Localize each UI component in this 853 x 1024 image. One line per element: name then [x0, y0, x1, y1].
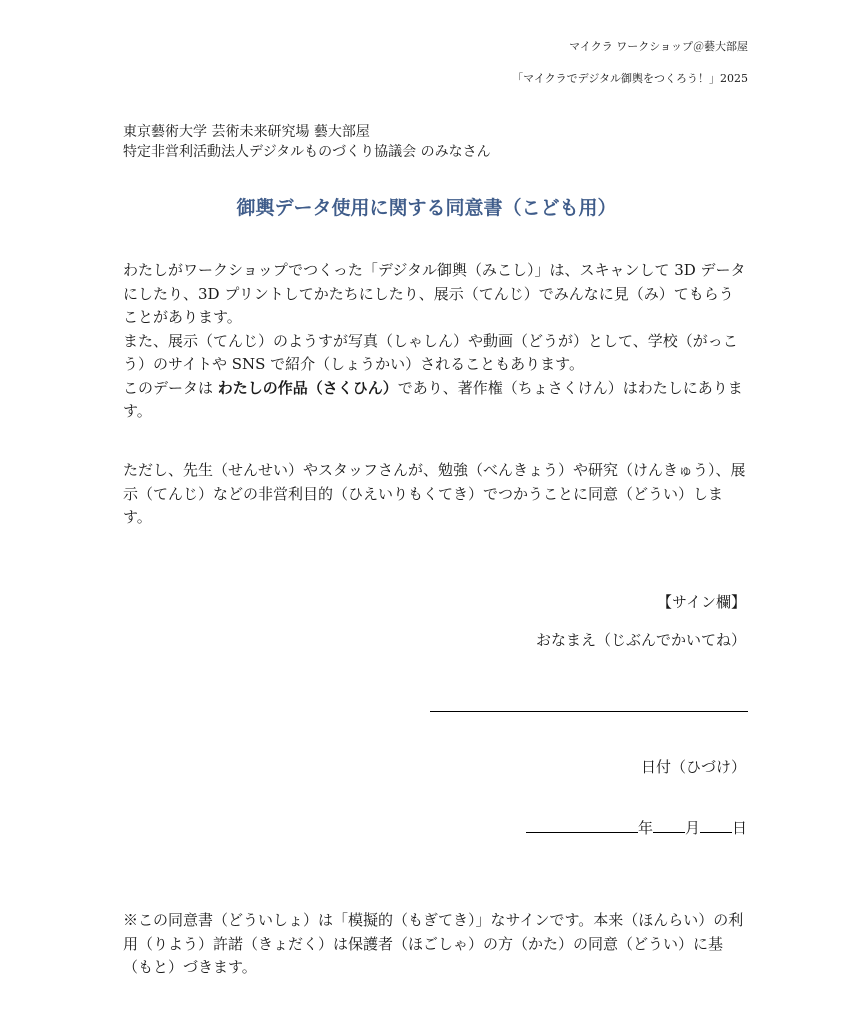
consent-paragraph-2 [123, 459, 748, 530]
paragraph-copyright-text [123, 377, 748, 424]
addressee-line-1: 東京藝術大学 芸術未来研究場 藝大部屋 [123, 124, 370, 140]
paragraph-consent-text: ただし、先生（せんせい）やスタッフさんが、勉強（べんきょう）や研究（けんきゅう）、展示（てんじ）などの非営利目的（ひえいりもくてき）でつかうことに同意（どうい）します。 [123, 461, 746, 526]
signature-section-label: 【サイン欄】 [657, 593, 746, 611]
paragraph-publicity-text: また、展示（てんじ）のようすが写真（しゃしん）や動画（どうが）として、学校（がっこう）のサイトや SNS で紹介（しょうかい）されることもあります。 [123, 331, 738, 373]
footnote: ※この同意書（どういしょ）は「模擬的（もぎてき）」なサインです。本来（ほんらい）の利用（りよう）許諾（きょだく）は保護者（ほごしゃ）の方（かた）の同意（どうい）に基（もと）づきます。 [123, 911, 744, 976]
copyright-prefix: このデータは [123, 378, 218, 397]
header-event-title: 「マイクラでデジタル御輿をつくろう！」2025 [512, 72, 748, 85]
copyright-suffix: であり、著作権（ちょさくけん）はわたしにあります。 [123, 378, 743, 420]
name-signature-line[interactable] [430, 711, 748, 712]
document-title: 御輿データ使用に関する同意書（こども用） [236, 197, 617, 219]
addressee-line-2: 特定非営利活動法人デジタルものづくり協議会 のみなさん [123, 144, 491, 160]
consent-paragraph-1 [123, 259, 748, 424]
paragraph-usage-text: わたしがワークショップでつくった「デジタル御輿（みこし）」は、スキャンして 3D データにしたり、3D プリントしてかたちにしたり、展示（てんじ）でみんなに見（み）てもらうことがあります。 [123, 261, 746, 326]
date-field-label: 日付（ひづけ） [640, 758, 746, 776]
year-unit: 年 [637, 819, 653, 837]
day-unit: 日 [731, 819, 747, 837]
month-blank[interactable] [653, 818, 685, 833]
year-blank[interactable] [526, 818, 638, 833]
header-workshop-name: マイクラ ワークショップ＠藝大部屋 [569, 40, 748, 53]
date-fill-row [526, 817, 747, 838]
day-blank[interactable] [700, 818, 732, 833]
month-unit: 月 [684, 819, 700, 837]
copyright-emphasis: わたしの作品（さくひん） [217, 378, 398, 397]
name-field-label: おなまえ（じぶんでかいてね） [535, 631, 746, 649]
